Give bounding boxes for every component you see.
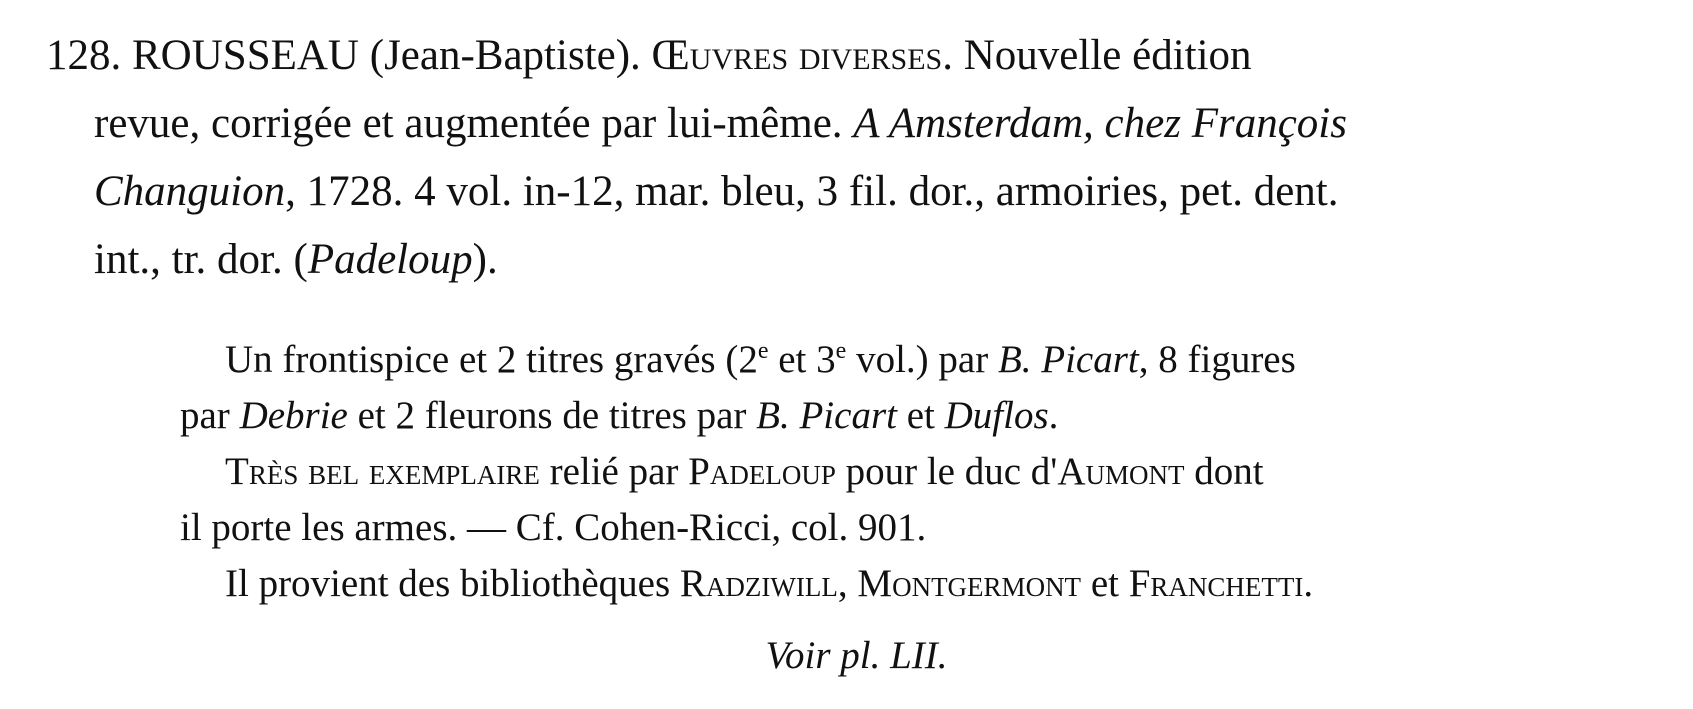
engraver-name: B. Picart — [756, 394, 897, 437]
binder-name: Padeloup — [688, 450, 836, 493]
library-name: Montgermont — [857, 562, 1082, 605]
note-illustrations — [180, 332, 1646, 444]
entry-line-4 — [46, 226, 1646, 294]
owner-name: Aumont — [1057, 450, 1185, 493]
plate-reference — [0, 628, 1693, 684]
note-libraries — [180, 556, 1646, 612]
entry-publisher: Changuion — [94, 168, 286, 215]
note-text: et — [896, 394, 945, 437]
entry-binding: int., tr. dor. ( — [94, 236, 308, 283]
note-text: . — [1303, 562, 1314, 605]
artist-name: Debrie — [239, 394, 348, 437]
engraver-name: Duflos — [944, 394, 1049, 437]
entry-collation: , 1728. 4 vol. in-12, mar. bleu, 3 fil. dor., armoiries, pet. dent. — [285, 168, 1339, 215]
note-text: dont — [1184, 450, 1264, 493]
note-text: . — [1048, 394, 1059, 437]
note-text: , 8 figures — [1138, 338, 1296, 381]
entry-edition: Nouvelle édition — [963, 32, 1252, 79]
note-text: il porte les armes. — Cf. Cohen-Ricci, col. 901. — [180, 506, 927, 549]
entry-author-given: (Jean-Baptiste). — [369, 32, 641, 79]
note-text: et 2 fleurons de titres par — [347, 394, 757, 437]
note-provenance — [180, 444, 1646, 556]
entry-imprint: A Amsterdam, chez François — [853, 100, 1347, 147]
entry-edition-note: revue, corrigée et augmentée par lui-même. — [94, 100, 843, 147]
entry-line-2 — [46, 90, 1646, 158]
note-text: et 3 — [768, 338, 836, 381]
note-text: relié par — [539, 450, 689, 493]
library-name: Radziwill — [679, 562, 838, 605]
note-text: par — [180, 394, 240, 437]
entry-notes — [180, 332, 1646, 612]
entry-binding-end: ). — [472, 236, 498, 283]
note-text: Il provient des bibliothèques — [225, 562, 680, 605]
entry-title: Œuvres diverses. — [651, 32, 953, 79]
entry-line-1 — [46, 22, 1646, 90]
note-text: , — [837, 562, 858, 605]
catalogue-entry — [46, 22, 1646, 294]
note-text: vol.) par — [846, 338, 998, 381]
superscript: e — [757, 338, 769, 364]
note-text: pour le duc d' — [835, 450, 1058, 493]
superscript: e — [835, 338, 847, 364]
library-name: Franchetti — [1128, 562, 1304, 605]
engraver-name: B. Picart — [997, 338, 1139, 381]
entry-binder: Padeloup — [307, 236, 473, 283]
entry-author: ROUSSEAU — [132, 32, 359, 79]
plate-reference-text: Voir pl. LII. — [765, 634, 948, 677]
note-emphasis: Très bel exemplaire — [225, 450, 540, 493]
note-text: Un frontispice et 2 titres gravés (2 — [225, 338, 758, 381]
note-text: et — [1081, 562, 1129, 605]
entry-line-3 — [46, 158, 1646, 226]
entry-number: 128. — [46, 32, 122, 79]
